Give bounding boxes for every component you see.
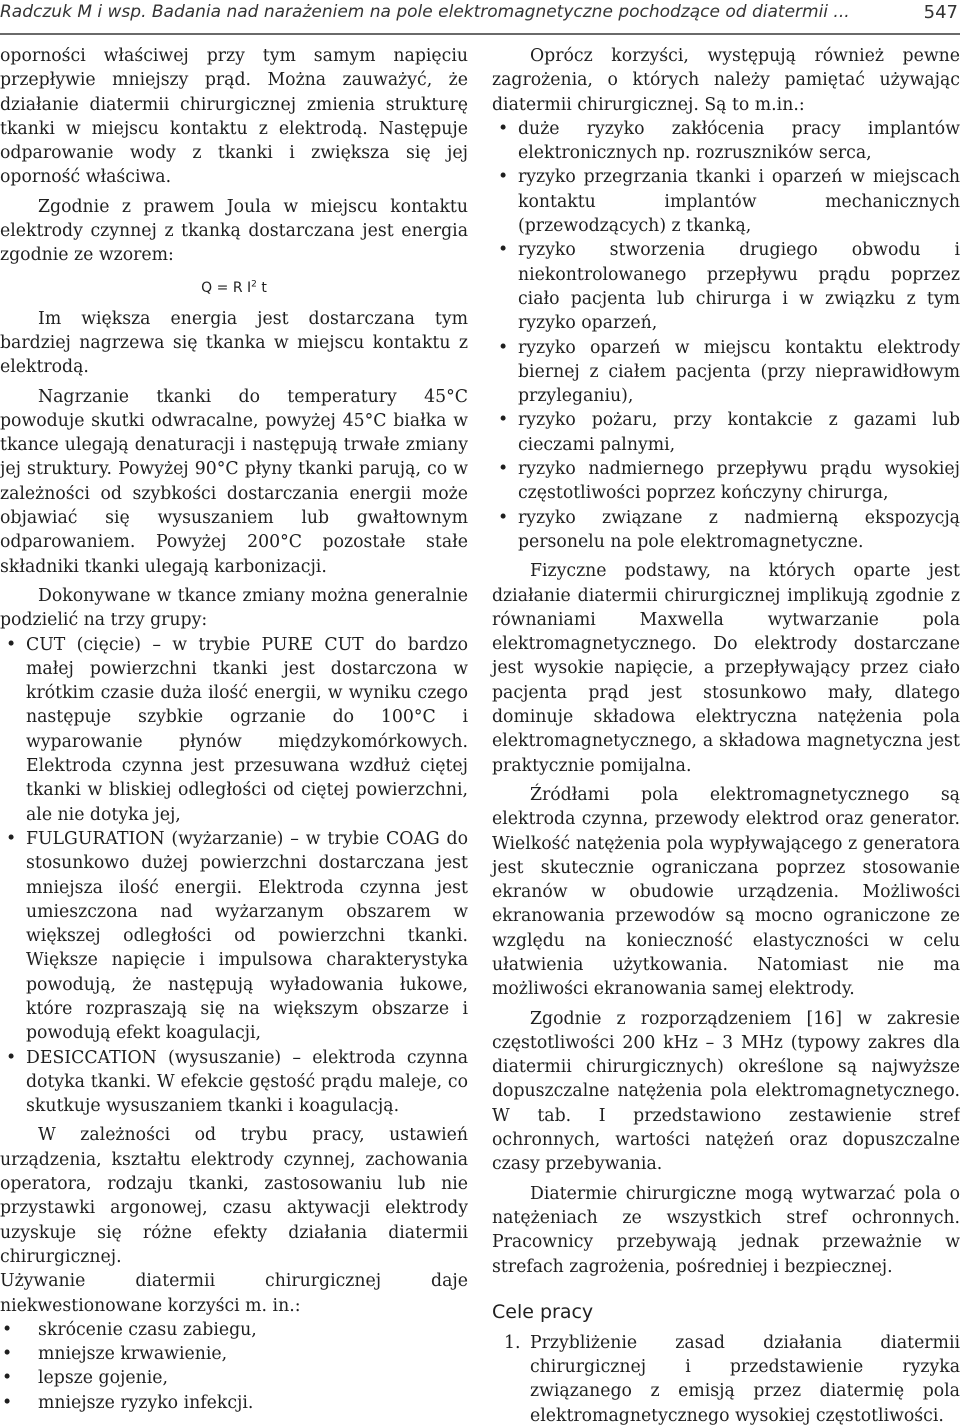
modes-list [0,633,468,1119]
goals-list [492,1331,960,1428]
paragraph: Diatermie chirurgiczne mogą wytwarzać pola o natężeniach ze wszystkich stref ochronnych. Pracownicy przebywają jednak przeważnie w strefach zagrożenia, pośredniej i bezpiecznej. [492,1183,960,1277]
formula-main: Q = R I [201,279,252,296]
paragraph: oporności właściwej przy tym samym napięciu przepływie mniejszy prąd. Można zauważyć, że działanie diatermii chirurgicznej zmienia strukturę tkanki w miejscu kontaktu z elektrodą. Następuje odparowanie wody z tkanki i zwiększa się jej oporność właściwa. [0,46,468,188]
paragraph: Im większa energia jest dostarczana tym bardziej nagrzewa się tkanka w miejscu kontaktu z elektrodą. [0,308,468,378]
list-item: • ryzyko nadmiernego przepływu prądu wysokiej częstotliwości poprzez kończyny chirurga, [492,457,960,506]
header-rule [0,33,960,35]
list-item: • ryzyko związane z nadmierną ekspozycją personelu na pole elektromagnetyczne. [492,506,960,555]
list-item: • duże ryzyko zakłócenia pracy implantów elektronicznych np. rozruszników serca, [492,117,960,166]
left-column [0,44,468,1415]
paragraph: Oprócz korzyści, występują również pewne zagrożenia, o których należy pamiętać używając diatermii chirurgicznej. Są to m.in.: [492,46,960,115]
paragraph: Zgodnie z rozporządzeniem [16] w zakresie częstotliwości 200 kHz – 3 MHz (typowy zakres dla diatermii chirurgicznych) określone są najwyższe dopuszczalne natężenia pola elektromagnetycznego. W tab. I przedstawiono zestawienie stref ochronnych, wartości natężeń oraz dopuszczalne czasy przebywania. [492,1008,960,1175]
page-number: 547 [923,2,958,23]
right-column [492,44,960,1428]
paragraph: Źródłami pola elektromagnetycznego są elektroda czynna, przewody elektrod oraz generator. Wielkość natężenia pola wypływającego z generatora jest skutecznie ograniczana poprzez stosowanie ekranów w obudowie urządzenia. Możliwości ekranowania przewodów są mocno ograniczone ze względu na konieczność elastyczności w celu ułatwienia użytkowania. Natomiast nie ma możliwości ekranowania samej elektrody. [492,784,960,1000]
list-item: • mniejsze ryzyko infekcji. [0,1391,468,1415]
paragraph: Zgodnie z prawem Joula w miejscu kontaktu elektrody czynnej z tkanką dostarczana jest energia zgodnie ze wzorem: [0,196,468,266]
list-item: • DESICCATION (wysuszanie) – elektroda czynna dotyka tkanki. W efekcie gęstość prądu maleje, co skutkuje wysuszaniem tkanki i koagulacją. [0,1046,468,1119]
running-title: Radczuk M i wsp. Badania nad narażeniem na pole elektromagnetyczne pochodzące od diatermii ... [0,2,850,22]
paragraph: Fizyczne podstawy, na których oparte jest działanie diatermii chirurgicznej implikują zgodnie z równaniami Maxwella wytwarzanie pola elektromagnetycznego. Do elektrody dostarczane jest wysokie napięcie, a przepływający przez ciało pacjenta prąd jest stosunkowo mały, dlatego dominuje składowa elektryczna natężenia pola elektromagnetycznego, a składowa magnetyczna jest praktycznie pomijalna. [492,561,960,776]
list-item: • lepsze gojenie, [0,1366,468,1390]
list-item: • skrócenie czasu zabiegu, [0,1318,468,1342]
paragraph: Używanie diatermii chirurgicznej daje niekwestionowane korzyści m. in.: [0,1271,468,1316]
running-header [0,0,960,34]
risks-list [492,117,960,554]
paragraph: Nagrzanie tkanki do temperatury 45°C powoduje skutki odwracalne, powyżej 45°C białka w tkance ulegają denaturacji i następują trwałe zmiany jej struktury. Powyżej 90°C płyny tkanki parują, co w zależności od szybkości dostarczania energii może objawiać się wysuszaniem lub gwałtownym odparowaniem. Powyżej 200°C pozostałe stałe składniki tkanki ulegają karbonizacji. [0,386,468,577]
list-item: • mniejsze krwawienie, [0,1342,468,1366]
formula-exponent: 2 [251,279,257,290]
list-item: • CUT (cięcie) – w trybie PURE CUT do bardzo małej powierzchni tkanki jest dostarczona w krótkim czasie duża ilość energii, w wyniku czego następuje szybkie ogrzanie do 100°C i wyparowanie płynów międzykomórkowych. Elektroda czynna jest przesuwana wzdłuż ciętej tkanki w bliskiej odległości od ciętej powierzchni, ale nie dotyka jej, [0,633,468,827]
paragraph: Dokonywane w tkance zmiany można generalnie podzielić na trzy grupy: [0,585,468,631]
list-item: • ryzyko przegrzania tkanki i oparzeń w miejscach kontaktu implantów mechanicznych (przewodzących) z tkanką, [492,165,960,238]
list-text: Przybliżenie zasad działania diatermii chirurgicznej i przedstawienie ryzyka związanego z emisją przez diatermię pola elektromagnetycznego wysokiej częstotliwości. [530,1332,960,1426]
list-number: 1. [504,1332,521,1353]
list-item: • ryzyko stworzenia drugiego obwodu i niekontrolowanego przepływu prądu poprzez ciało pacjenta lub chirurga i w związku z tym ryzyko oparzeń, [492,238,960,335]
benefits-list [0,1318,468,1415]
list-item [492,1331,960,1428]
list-item: • FULGURATION (wyżarzanie) – w trybie COAG do stosunkowo dużej powierzchni dostarczana jest mniejsza ilość energii. Elektroda czynna jest umieszczona nad wyżarzanym obszarem w większej odległości od powierzchni tkanki. Większe napięcie i impulsowa charakterystyka powodują, że następują wyładowania łukowe, które rozpraszają się na większym obszarze i powodują efekt koagulacji, [0,827,468,1046]
list-item: • ryzyko pożaru, przy kontakcie z gazami lub cieczami palnymi, [492,408,960,457]
joule-formula [0,277,468,299]
list-item: • ryzyko oparzeń w miejscu kontaktu elektrody biernej z ciałem pacjenta (przy nieprawidłowym przyleganiu), [492,336,960,409]
formula-tail: t [256,279,267,296]
section-heading: Cele pracy [492,1300,594,1323]
paragraph: W zależności od trybu pracy, ustawień urządzenia, kształtu elektrody czynnej, zachowania operatora, rodzaju tkanki, zastosowaniu lub nie przystawki argonowej, czasu aktywacji elektrody uzyskuje się różne efekty działania diatermii chirurgicznej. [0,1125,468,1267]
